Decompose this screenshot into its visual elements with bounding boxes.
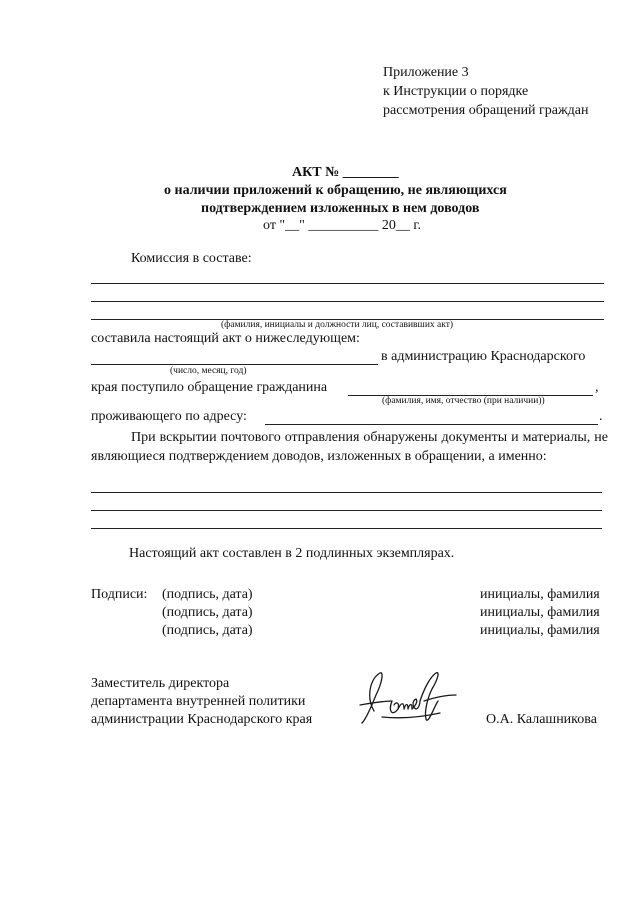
signer-name-2: инициалы, фамилия xyxy=(480,605,600,620)
official-line-3: администрации Краснодарского края xyxy=(91,712,313,727)
address-end: . xyxy=(599,409,603,424)
materials-line-2 xyxy=(91,510,602,511)
appeal-text: края поступило обращение гражданина xyxy=(91,380,328,395)
official-line-1: Заместитель директора xyxy=(91,676,230,691)
commission-line-2 xyxy=(91,301,604,302)
address-text: проживающего по адресу: xyxy=(91,409,247,424)
annex-line-3: рассмотрения обращений граждан xyxy=(383,103,589,118)
compiled-text: составила настоящий акт о нижеследующем: xyxy=(91,331,360,346)
sign-placeholder-2: (подпись, дата) xyxy=(162,605,253,620)
annex-block xyxy=(383,63,589,120)
address-blank-line xyxy=(265,424,598,425)
official-name: О.А. Калашникова xyxy=(486,712,597,727)
commission-label: Комиссия в составе: xyxy=(131,251,252,266)
handwritten-signature xyxy=(352,667,462,733)
act-subtitle-1: о наличии приложений к обращению, не являющихся xyxy=(164,183,507,198)
sign-placeholder-1: (подпись, дата) xyxy=(162,587,253,602)
appeal-end: , xyxy=(595,380,599,395)
materials-line-3 xyxy=(91,528,602,529)
materials-line-1 xyxy=(91,492,602,493)
act-subtitle-2: подтверждением изложенных в нем доводов xyxy=(201,201,480,216)
region-text: в администрацию Краснодарского xyxy=(381,349,586,364)
signatures-label: Подписи: xyxy=(91,587,148,602)
annex-line-2: к Инструкции о порядке xyxy=(383,84,529,99)
copies-text: Настоящий акт составлен в 2 подлинных экземплярах. xyxy=(129,546,455,561)
opening-paragraph xyxy=(91,428,608,466)
date-caption: (число, месяц, год) xyxy=(170,366,247,376)
signer-name-1: инициалы, фамилия xyxy=(480,587,600,602)
official-line-2: департамента внутренней политики xyxy=(91,694,306,709)
commission-caption: (фамилия, инициалы и должности лиц, составивших акт) xyxy=(221,320,454,330)
annex-line-1: Приложение 3 xyxy=(383,65,469,80)
commission-line-1 xyxy=(91,283,604,284)
date-blank-line xyxy=(91,364,378,365)
act-title: АКТ № ________ xyxy=(292,165,399,180)
opening-paragraph-text: При вскрытии почтового отправления обнаружены документы и материалы, не являющиеся подтверждением доводов, изложенных в обращении, а именно: xyxy=(91,430,608,464)
act-date-line: от "__" __________ 20__ г. xyxy=(263,218,422,233)
sign-placeholder-3: (подпись, дата) xyxy=(162,623,253,638)
name-caption: (фамилия, имя, отчество (при наличии)) xyxy=(382,396,545,406)
signer-name-3: инициалы, фамилия xyxy=(480,623,600,638)
